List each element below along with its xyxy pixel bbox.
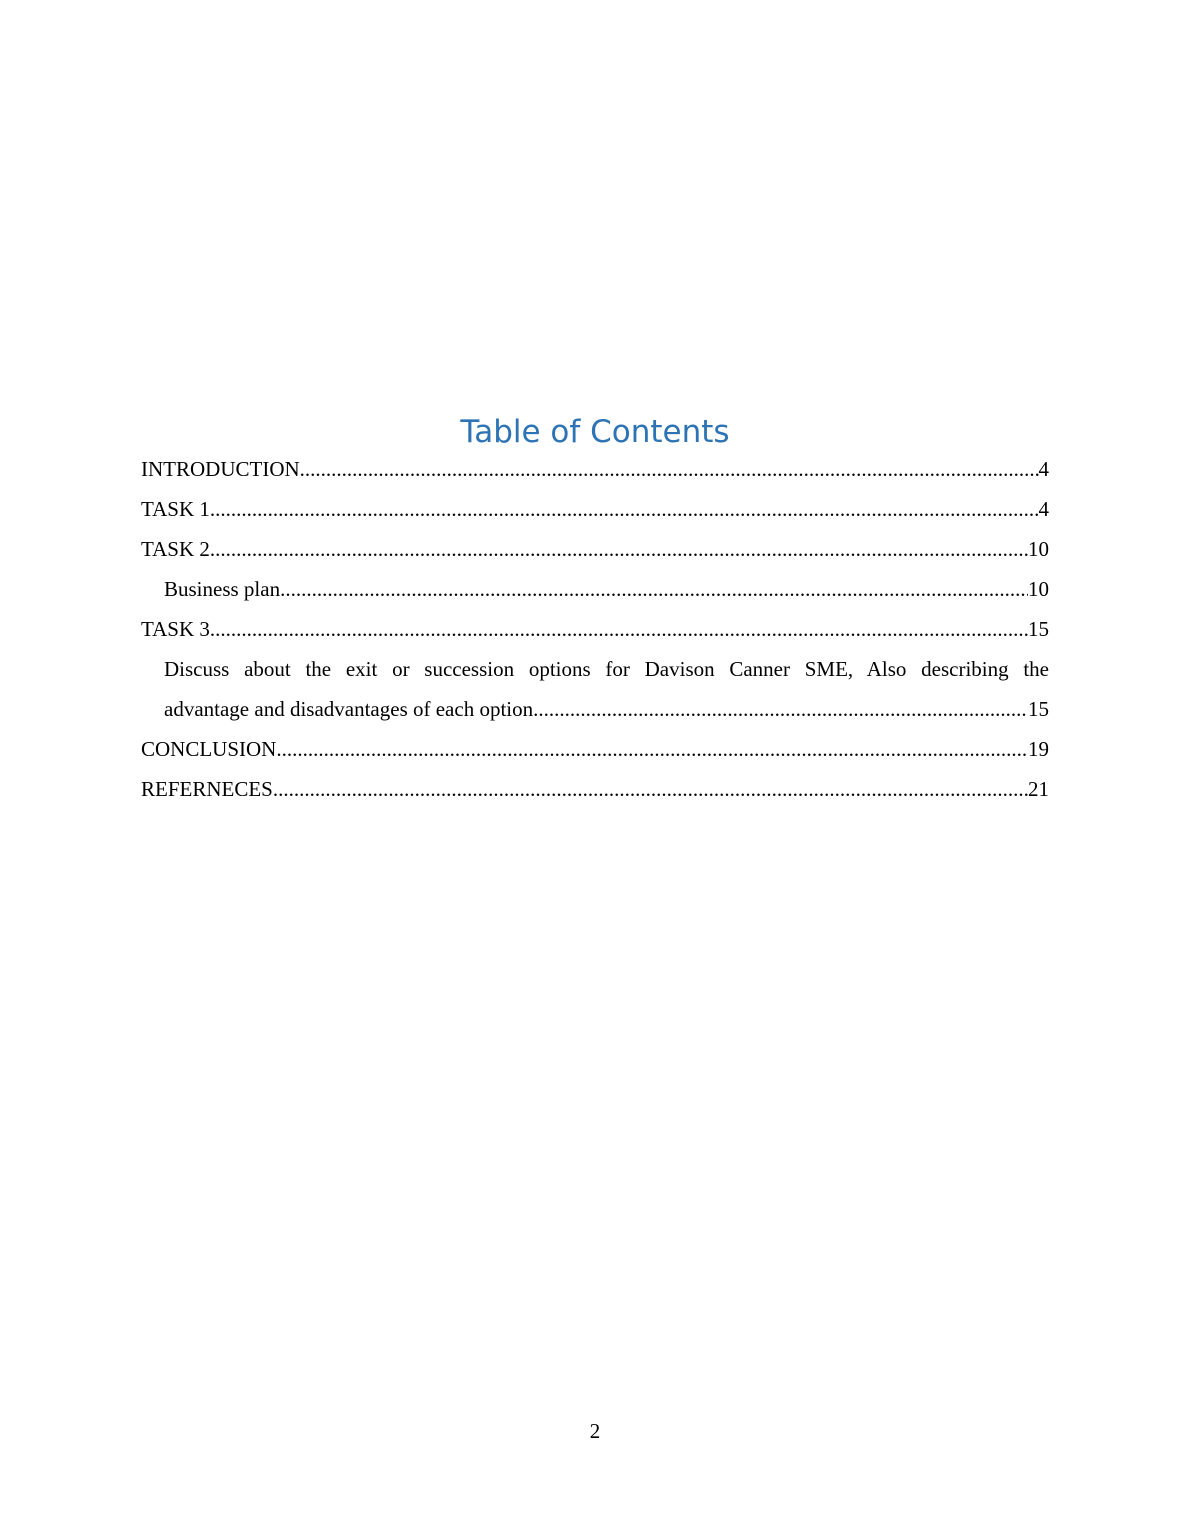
toc-title: Table of Contents [460,414,730,450]
toc-dot-leader [210,489,1039,529]
page-number: 2 [589,1419,601,1443]
toc-dot-leader [210,609,1028,649]
toc-entry-conclusion[interactable] [141,729,1049,769]
toc-entry-page: 4 [1038,497,1049,521]
toc-entry-label: TASK 3 [141,617,210,641]
toc-entry-page: 10 [1028,577,1049,601]
toc-dot-leader [273,769,1028,809]
toc-entry-page: 10 [1028,537,1049,561]
toc-entry-label: REFERNECES [141,777,273,801]
toc-entry-task-1[interactable] [141,489,1049,529]
toc-entry-page: 15 [1028,617,1049,641]
toc-dot-leader [280,569,1028,609]
toc-entry-label-line-2: advantage and disadvantages of each option [164,697,534,721]
toc-entry-page: 19 [1028,737,1049,761]
toc-entry-label: CONCLUSION [141,737,277,761]
toc-entry-label: TASK 1 [141,497,210,521]
toc-entry-label: TASK 2 [141,537,210,561]
toc-entry-label: Business plan [164,577,281,601]
toc-entry-introduction[interactable] [141,449,1049,489]
toc-entry-label: INTRODUCTION [141,457,300,481]
toc-dot-leader [210,529,1028,569]
toc-dot-leader [300,449,1039,489]
toc-entry-references[interactable] [141,769,1049,809]
toc-entry-page: 15 [1028,697,1049,721]
toc-entry-task-3[interactable] [141,609,1049,649]
toc-entry-task-2[interactable] [141,529,1049,569]
toc-dot-leader [533,689,1028,729]
toc-dot-leader [276,729,1028,769]
table-of-contents [141,449,1049,809]
toc-entry-page: 4 [1038,457,1049,481]
toc-entry-page: 21 [1028,777,1049,801]
toc-entry-business-plan[interactable] [141,569,1049,609]
toc-entry-exit-succession-options[interactable] [141,649,1049,729]
toc-entry-label-line-1: Discuss about the exit or succession options for Davison Canner SME, Also describing the [164,657,1049,681]
